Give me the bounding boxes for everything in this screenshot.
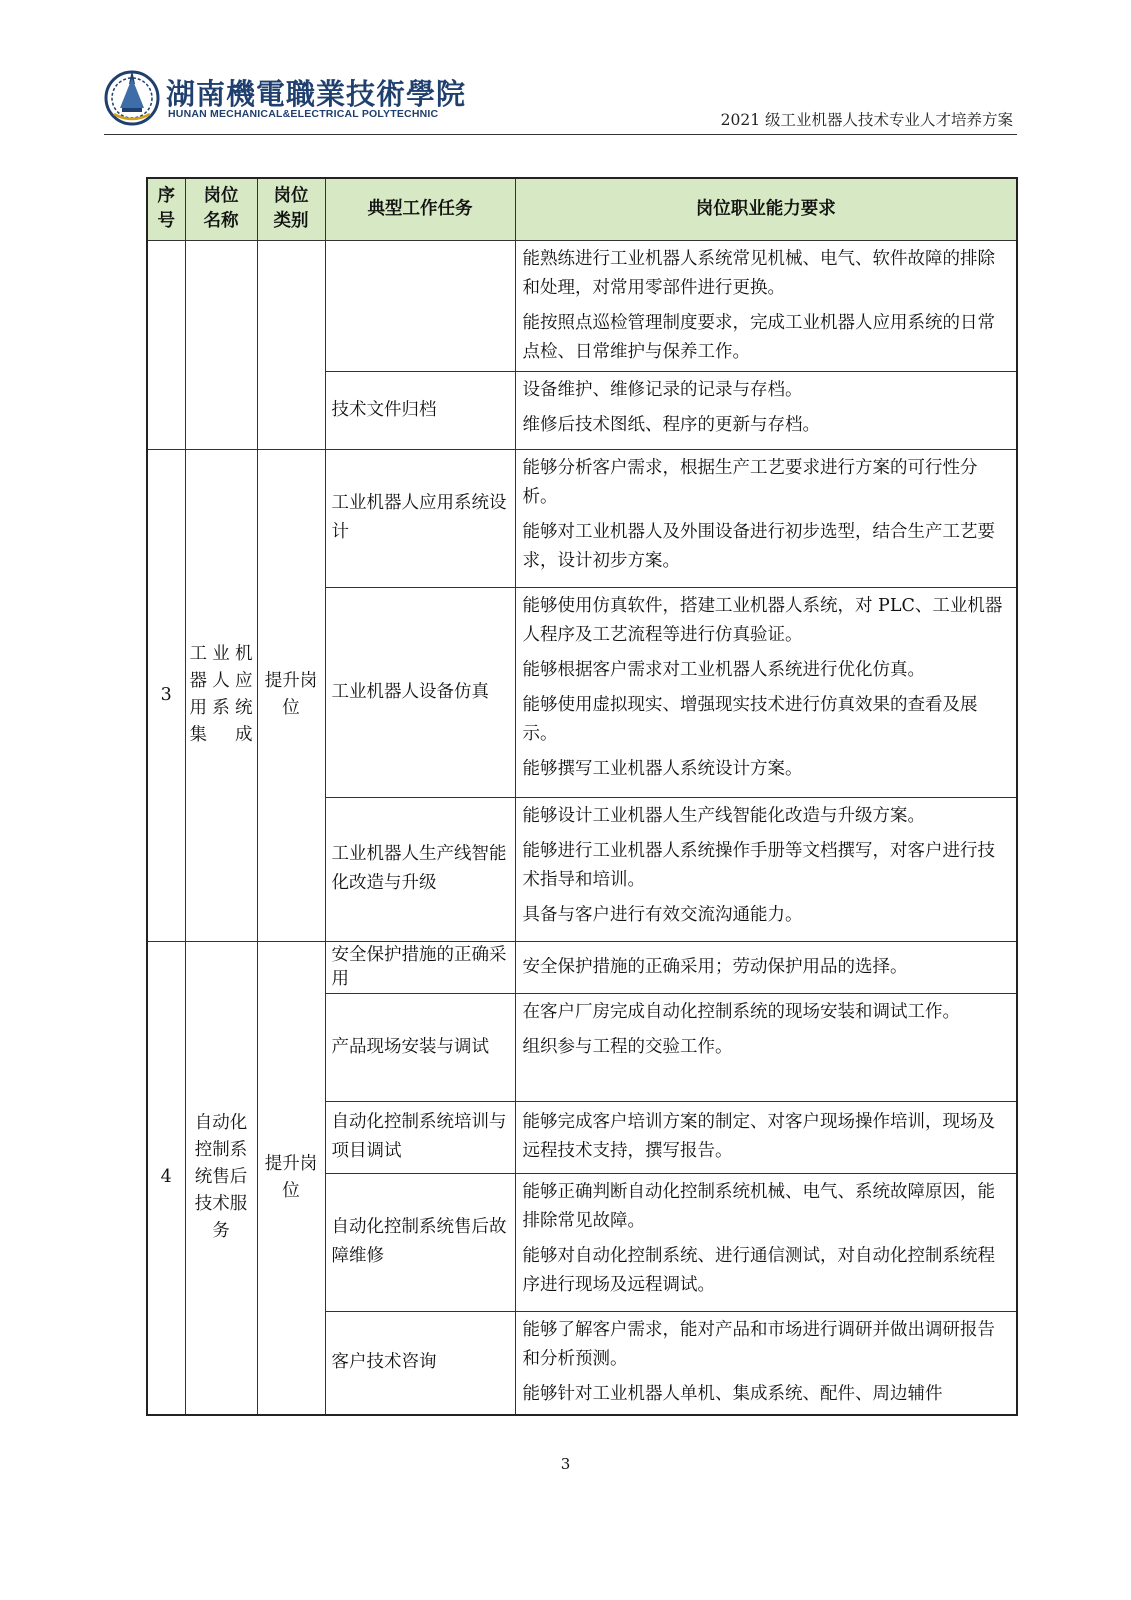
task-cell: 产品现场安装与调试: [325, 993, 515, 1101]
requirement-cell: [515, 1101, 1017, 1173]
task-cell: 工业机器人生产线智能化改造与升级: [325, 797, 515, 941]
requirement-cell: [515, 371, 1017, 449]
row-number: 4: [147, 941, 185, 1415]
cont-name-cell: [185, 240, 257, 449]
post-name-cell: [185, 941, 257, 1415]
post-name: 工业机器人应用系统集成: [189, 644, 253, 745]
header-divider: [104, 134, 1017, 135]
task-cell: 客户技术咨询: [325, 1311, 515, 1415]
header-no: 序号: [147, 178, 185, 240]
requirement-text: 维修后技术图纸、程序的更新与存档。: [522, 414, 820, 435]
post-name-cell: [185, 449, 257, 941]
requirement-text: 能够撰写工业机器人系统设计方案。: [522, 758, 803, 779]
post-name: 自动化控制系统售后技术服务: [194, 1113, 248, 1242]
requirement-text: 能够对工业机器人及外围设备进行初步选型，结合生产工艺要求，设计初步方案。: [522, 521, 995, 571]
task-cell: 技术文件归档: [325, 371, 515, 449]
task-cell: 工业机器人设备仿真: [325, 587, 515, 797]
cont-no-cell: [147, 240, 185, 449]
cont-type-cell: [257, 240, 325, 449]
requirement-text: 能够根据客户需求对工业机器人系统进行优化仿真。: [522, 659, 925, 680]
requirement-cell: [515, 449, 1017, 587]
requirement-text: 能够完成客户培训方案的制定、对客户现场操作培训，现场及远程技术支持，撰写报告。: [522, 1112, 995, 1161]
requirement-text: 能熟练进行工业机器人系统常见机械、电气、软件故障的排除和处理，对常用零部件进行更换。: [522, 248, 995, 298]
post-type: 提升岗位: [264, 671, 318, 718]
school-name-cn: 湖南機電職業技術學院: [166, 77, 467, 111]
row-number: 3: [147, 449, 185, 941]
header-task: 典型工作任务: [325, 178, 515, 240]
page-header: [104, 64, 1017, 130]
post-type-cell: [257, 941, 325, 1415]
requirement-text: 能够分析客户需求，根据生产工艺要求进行方案的可行性分析。: [522, 457, 978, 507]
requirement-text: 设备维护、维修记录的记录与存档。: [522, 379, 803, 400]
requirement-text: 能够设计工业机器人生产线智能化改造与升级方案。: [522, 805, 925, 826]
school-name-en: HUNAN MECHANICAL&ELECTRICAL POLYTECHNIC: [168, 108, 439, 120]
requirement-cell: [515, 941, 1017, 993]
header-requirement: 岗位职业能力要求: [515, 178, 1017, 240]
task-cell: 工业机器人应用系统设计: [325, 449, 515, 587]
task-cell: 自动化控制系统培训与项目调试: [325, 1101, 515, 1173]
header-post-name: 岗位名称: [185, 178, 257, 240]
requirement-text: 能够针对工业机器人单机、集成系统、配件、周边辅件: [522, 1383, 943, 1404]
requirement-text: 组织参与工程的交验工作。: [522, 1036, 733, 1057]
requirement-cell: [515, 1311, 1017, 1415]
table-row: [147, 240, 1017, 371]
post-ability-table: [146, 177, 1018, 1416]
table-header-row: [147, 178, 1017, 240]
requirement-cell: [515, 1173, 1017, 1311]
task-cell: [325, 240, 515, 371]
table-row: [147, 941, 1017, 993]
requirement-cell: [515, 240, 1017, 371]
requirement-text: 能够对自动化控制系统、进行通信测试，对自动化控制系统程序进行现场及远程调试。: [522, 1245, 995, 1295]
requirement-text: 安全保护措施的正确采用；劳动保护用品的选择。: [522, 956, 908, 977]
table-row: [147, 449, 1017, 587]
task-cell: 自动化控制系统售后故障维修: [325, 1173, 515, 1311]
requirement-cell: [515, 797, 1017, 941]
requirement-text: 能够使用虚拟现实、增强现实技术进行仿真效果的查看及展示。: [522, 694, 978, 744]
post-type: 提升岗位: [264, 1153, 318, 1201]
page-number: 3: [560, 1455, 571, 1473]
requirement-text: 在客户厂房完成自动化控制系统的现场安装和调试工作。: [522, 1001, 960, 1022]
requirement-text: 能按照点巡检管理制度要求，完成工业机器人应用系统的日常点检、日常维护与保养工作。: [522, 312, 995, 362]
document-title: 2021 级工业机器人技术专业人才培养方案: [720, 111, 1013, 129]
requirement-cell: [515, 993, 1017, 1101]
requirement-text: 能够使用仿真软件，搭建工业机器人系统，对 PLC、工业机器人程序及工艺流程等进行仿真验证。: [522, 595, 1003, 645]
header-post-type: 岗位类别: [257, 178, 325, 240]
task-cell: 安全保护措施的正确采用: [325, 941, 515, 993]
requirement-text: 具备与客户进行有效交流沟通能力。: [522, 904, 803, 925]
requirement-cell: [515, 587, 1017, 797]
school-logo-icon: [104, 64, 160, 128]
post-type-cell: [257, 449, 325, 941]
requirement-text: 能够了解客户需求，能对产品和市场进行调研并做出调研报告和分析预测。: [522, 1319, 995, 1369]
requirement-text: 能够正确判断自动化控制系统机械、电气、系统故障原因，能排除常见故障。: [522, 1181, 995, 1231]
requirement-text: 能够进行工业机器人系统操作手册等文档撰写，对客户进行技术指导和培训。: [522, 840, 995, 890]
